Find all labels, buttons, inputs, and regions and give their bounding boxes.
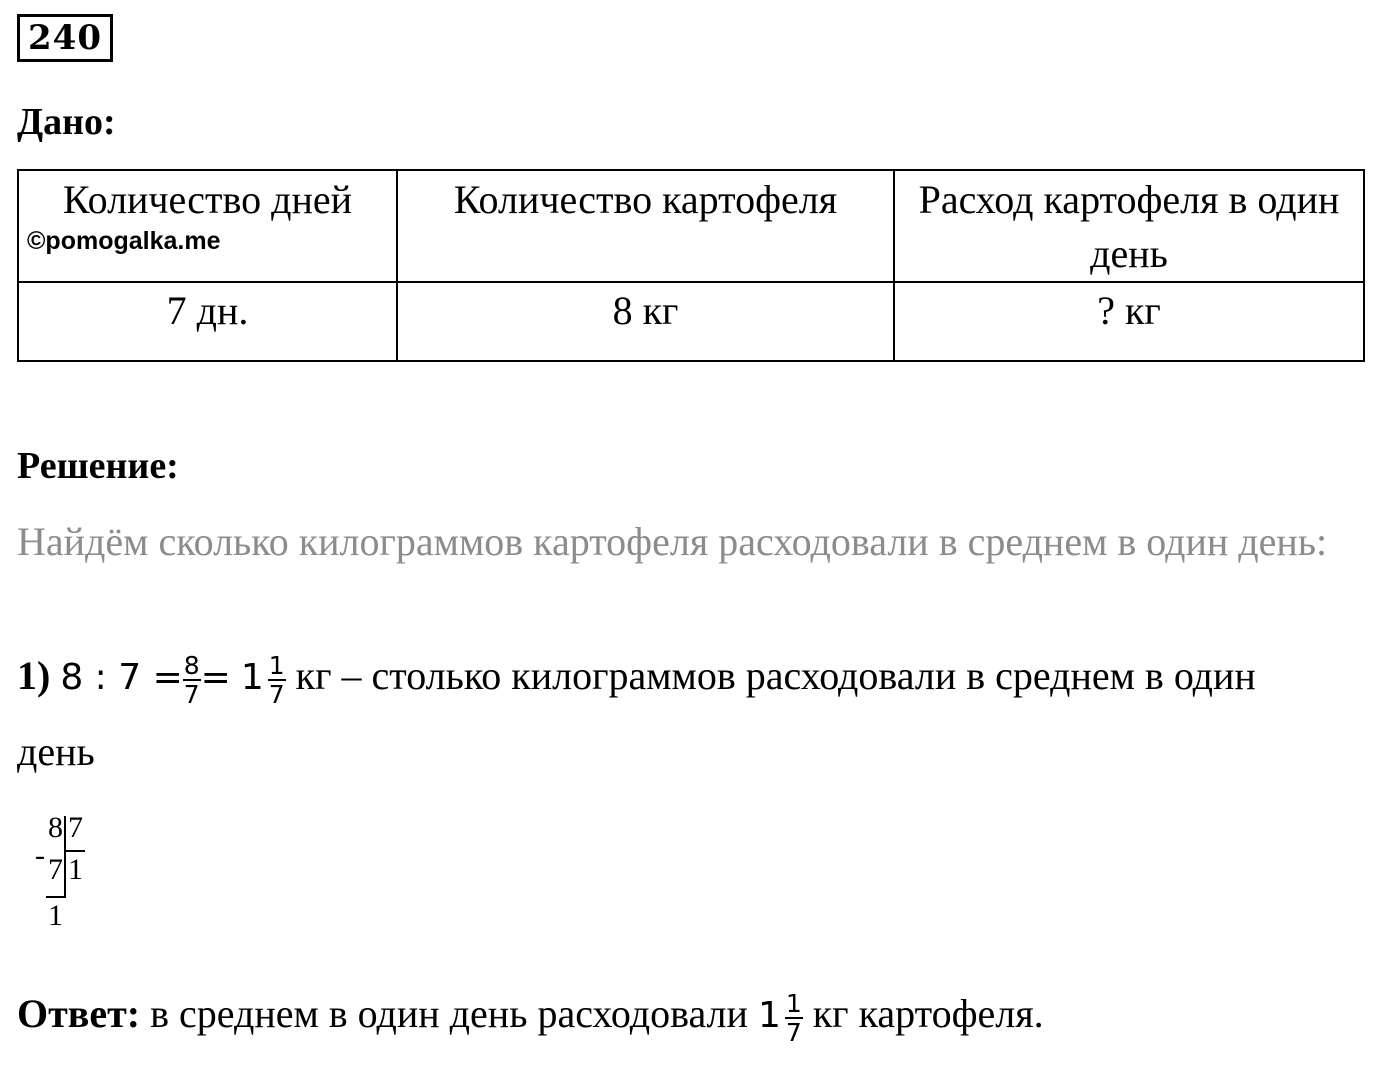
step-1-line [17,652,1256,708]
answer-text-end: кг картофеля. [812,991,1044,1037]
division-subtract-line [46,896,66,898]
mixed-fraction [268,652,286,708]
task-number: 240 [17,14,113,62]
fraction-denominator: 7 [268,680,285,709]
fraction-numerator: 1 [268,651,285,680]
step-1-line-2: день [17,729,95,774]
value-days: 7 дн. [18,282,397,361]
solution-heading: Решение: [17,445,179,487]
fraction-denominator: 7 [785,1018,802,1047]
division-minus: - [35,839,45,872]
division-divisor-line [65,850,85,852]
table-row [18,282,1364,361]
step-text: кг – столько килограммов расходовали в среднем в один [295,653,1256,699]
header-days: Количество дней [18,170,397,282]
step-equals: = [200,657,231,699]
fraction-denominator: 7 [183,680,200,709]
division-divisor: 7 [68,811,83,844]
answer-label: Ответ: [17,991,141,1037]
long-division [30,812,90,937]
answer-line [17,990,1044,1046]
watermark: ©pomogalka.me [27,227,221,255]
step-label: 1) [17,653,51,699]
value-daily-usage: ? кг [894,282,1364,361]
division-vertical-line [64,816,66,896]
fraction-numerator: 1 [785,989,802,1018]
mixed-whole: 1 [240,657,264,699]
division-remainder: 1 [48,899,63,932]
division-dividend: 8 [48,811,63,844]
given-heading: Дано: [17,101,116,143]
division-quotient: 1 [68,853,83,886]
value-potatoes: 8 кг [397,282,894,361]
header-potatoes: Количество картофеля [397,170,894,282]
answer-whole: 1 [757,995,781,1037]
given-table [17,169,1365,362]
division-subtrahend: 7 [48,853,63,886]
answer-text: в среднем в один день расходовали [150,991,748,1037]
answer-fraction [785,990,803,1046]
step-expression: 8 : 7 = [60,657,183,699]
fraction-numerator: 8 [183,651,200,680]
step-fraction [183,652,201,708]
header-daily-usage: Расход картофеля в один день [894,170,1364,282]
solution-intro: Найдём сколько килограммов картофеля расходовали в среднем в один день: [17,519,1328,564]
